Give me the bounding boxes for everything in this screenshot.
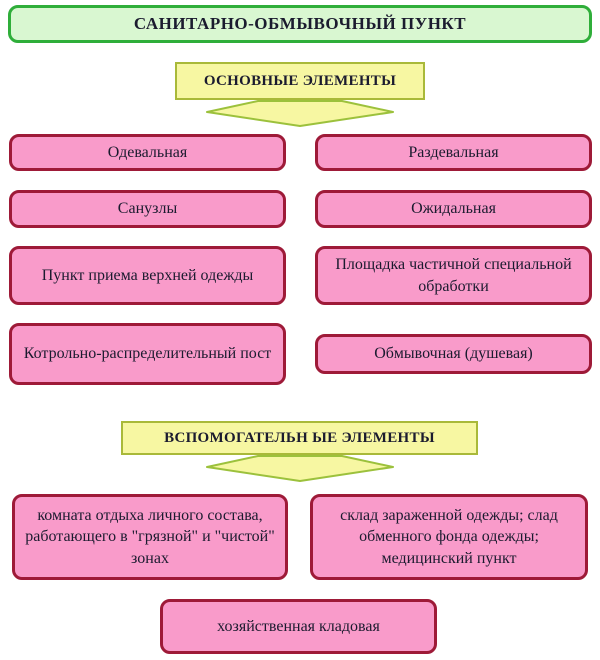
main-item-control-distribution-post: Котрольно-распределительный пост: [9, 323, 286, 385]
aux-item-utility-storeroom: хозяйственная кладовая: [160, 599, 437, 654]
down-arrow-icon: [205, 454, 395, 483]
main-item-dressing-room: Одевальная: [9, 134, 286, 171]
main-item-undressing-room: Раздевальная: [315, 134, 592, 171]
aux-item-storage-medical: склад зараженной одежды; слад обменного фонда одежды; медицинский пункт: [310, 494, 588, 580]
diagram-title: САНИТАРНО-ОБМЫВОЧНЫЙ ПУНКТ: [8, 5, 592, 43]
main-item-partial-treatment-area: Площадка частичной специальной обработки: [315, 246, 592, 305]
down-arrow-icon: [205, 99, 395, 128]
main-item-outerwear-reception: Пункт приема верхней одежды: [9, 246, 286, 305]
aux-item-rest-room: комната отдыха личного состава, работающего в "грязной" и "чистой" зонах: [12, 494, 288, 580]
main-item-waiting-room: Ожидальная: [315, 190, 592, 228]
main-elements-label: ОСНОВНЫЕ ЭЛЕМЕНТЫ: [175, 62, 425, 100]
main-item-bathrooms: Санузлы: [9, 190, 286, 228]
auxiliary-elements-label: ВСПОМОГАТЕЛЬН ЫЕ ЭЛЕМЕНТЫ: [121, 421, 478, 455]
main-item-washing-shower: Обмывочная (душевая): [315, 334, 592, 374]
